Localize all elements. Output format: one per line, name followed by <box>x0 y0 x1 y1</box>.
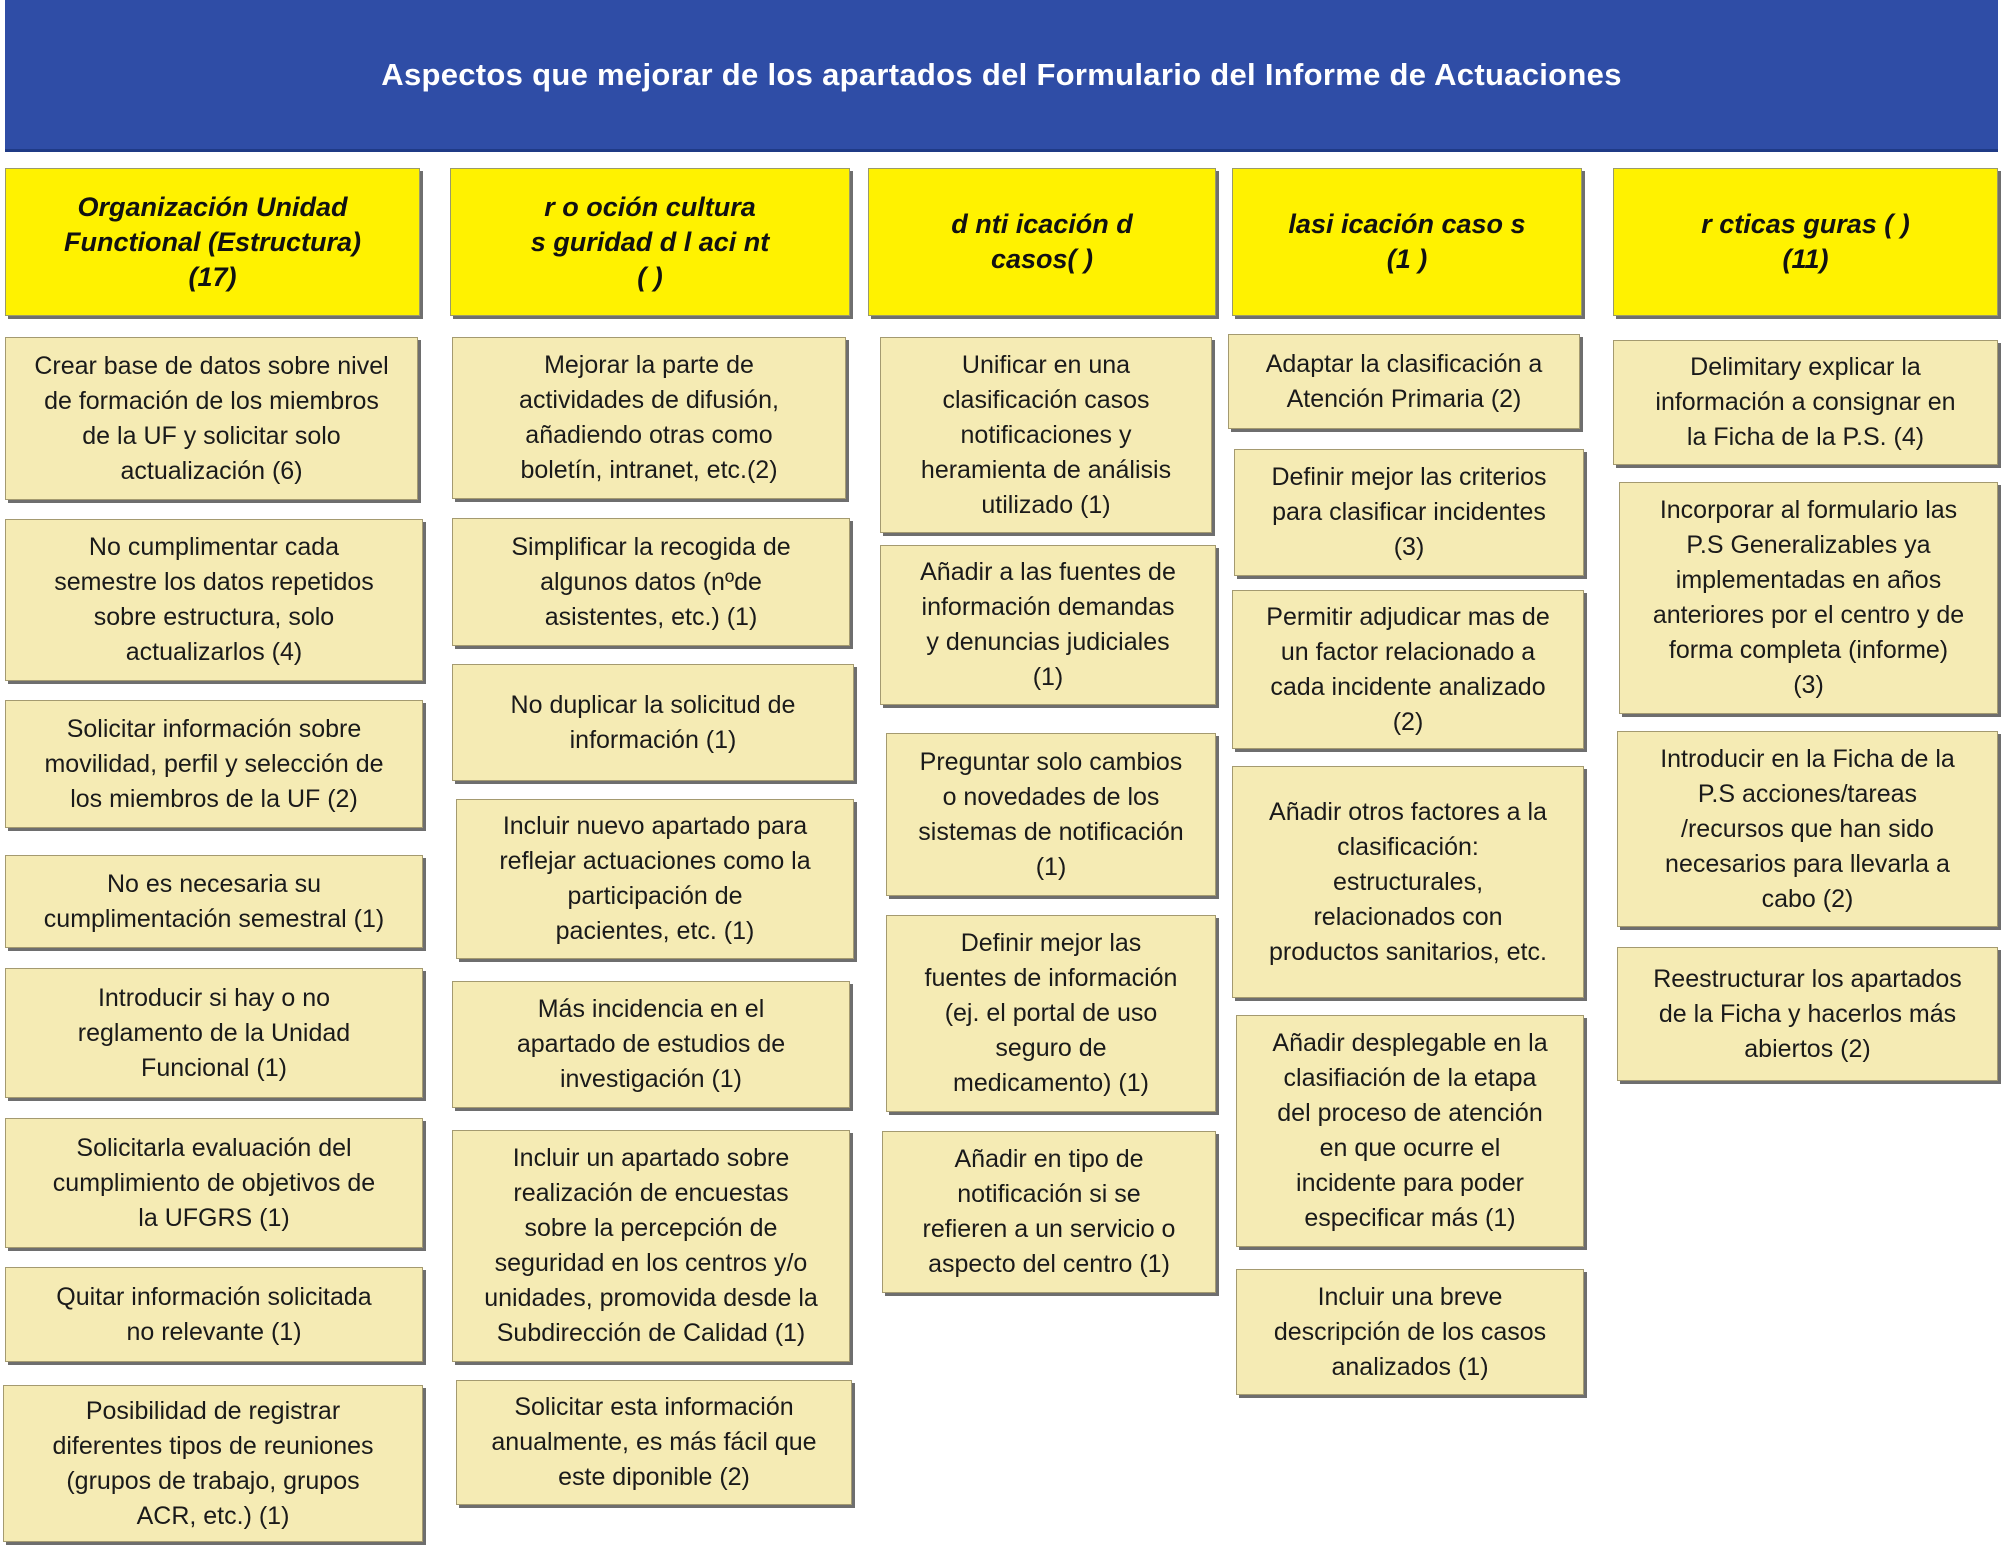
column-3-item <box>886 733 1216 896</box>
column-header-label: Organización Unidad Functional (Estructura) (17) <box>63 191 361 292</box>
item-text: Quitar información solicitada no relevante (1) <box>56 1282 372 1346</box>
item-text: Solicitar esta información anualmente, es más fácil que este diponible (2) <box>491 1393 817 1491</box>
item-text: Permitir adjudicar mas de un factor relacionado a cada incidente analizado (2) <box>1266 602 1550 736</box>
column-header-practicas <box>1613 168 1998 316</box>
column-1-item <box>5 700 423 828</box>
column-2-item <box>452 337 846 499</box>
item-text: Mejorar la parte de actividades de difusión, añadiendo otras como boletín, intranet, etc.(2) <box>519 351 779 484</box>
item-text: Añadir en tipo de notificación si se refieren a un servicio o aspecto del centro (1) <box>922 1145 1176 1278</box>
column-header-promocion <box>450 168 850 316</box>
page-title: Aspectos que mejorar de los apartados del Formulario del Informe de Actuaciones <box>381 56 1622 92</box>
item-text: No es necesaria su cumplimentación semestral (1) <box>43 869 385 933</box>
column-1-item <box>3 1385 423 1542</box>
column-5-item <box>1617 947 1998 1081</box>
item-text: Incorporar al formulario las P.S Generalizables ya implementadas en años anteriores por el centro y de forma completa (informe) (3) <box>1652 496 1965 699</box>
column-1-item <box>5 337 418 500</box>
item-text: No duplicar la solicitud de información (1) <box>510 690 796 754</box>
item-text: Crear base de datos sobre nivel de formación de los miembros de la UF y solicitar solo actualización (6) <box>34 351 389 485</box>
column-3-item <box>880 545 1216 705</box>
column-4-item <box>1232 766 1584 998</box>
item-text: Añadir a las fuentes de información demandas y denuncias judiciales (1) <box>920 558 1176 691</box>
column-2-item <box>452 981 850 1108</box>
column-header-identificacion <box>868 168 1216 316</box>
column-5-item <box>1617 731 1998 927</box>
item-text: Incluir nuevo apartado para reflejar actuaciones como la participación de pacientes, etc. (1) <box>499 812 811 945</box>
item-text: Incluir un apartado sobre realización de encuestas sobre la percepción de seguridad en los centros y/o unidades, promovida desde la Subdirección de Calidad (1) <box>484 1144 818 1347</box>
item-text: Unificar en una clasificación casos notificaciones y heramienta de análisis utilizado (1) <box>920 350 1172 519</box>
column-header-label: r cticas guras ( ) (11) <box>1701 209 1910 274</box>
column-header-label: r o oción cultura s guridad d l aci nt ( ) <box>530 191 770 292</box>
item-text: Solicitarla evaluación del cumplimiento de objetivos de la UFGRS (1) <box>52 1133 376 1232</box>
column-2-item <box>452 664 854 781</box>
column-4-item <box>1236 1269 1584 1395</box>
column-2-item <box>452 518 850 646</box>
column-2-item <box>456 799 854 959</box>
item-text: No cumplimentar cada semestre los datos repetidos sobre estructura, solo actualizarlos (4) <box>54 533 374 666</box>
column-5-item <box>1613 340 1998 465</box>
column-4-item <box>1228 334 1580 429</box>
column-2-item <box>456 1380 852 1505</box>
item-text: Definir mejor las criterios para clasificar incidentes (3) <box>1271 463 1547 561</box>
item-text: Incluir una breve descripción de los casos analizados (1) <box>1273 1282 1547 1381</box>
title-banner <box>5 0 1998 152</box>
column-header-label: d nti icación d casos( ) <box>951 209 1133 274</box>
item-text: Definir mejor las fuentes de información (ej. el portal de uso seguro de medicamento) (1) <box>924 929 1178 1097</box>
item-text: Delimitary explicar la información a consignar en la Ficha de la P.S. (4) <box>1655 353 1956 451</box>
column-1-item <box>5 855 423 948</box>
item-text: Adaptar la clasificación a Atención Primaria (2) <box>1265 349 1543 413</box>
column-header-organizacion <box>5 168 420 316</box>
column-header-label: lasi icación caso s (1 ) <box>1288 209 1526 274</box>
column-5-item <box>1619 482 1998 714</box>
column-1-item <box>5 968 423 1098</box>
column-3-item <box>882 1131 1216 1293</box>
column-4-item <box>1232 590 1584 749</box>
column-4-item <box>1234 449 1584 576</box>
column-3-item <box>880 337 1212 533</box>
column-4-item <box>1236 1015 1584 1247</box>
column-2-item <box>452 1130 850 1362</box>
column-3-item <box>886 915 1216 1112</box>
item-text: Introducir en la Ficha de la P.S acciones/tareas /recursos que han sido necesarios para llevarla a cabo (2) <box>1660 744 1955 913</box>
item-text: Posibilidad de registrar diferentes tipos de reuniones (grupos de trabajo, grupos ACR, etc.) (1) <box>52 1396 374 1530</box>
column-1-item <box>5 1118 423 1248</box>
column-1-item <box>5 519 423 681</box>
item-text: Introducir si hay o no reglamento de la Unidad Funcional (1) <box>77 983 351 1082</box>
column-1-item <box>5 1267 423 1362</box>
item-text: Más incidencia en el apartado de estudios de investigación (1) <box>516 995 786 1093</box>
item-text: Solicitar información sobre movilidad, perfil y selección de los miembros de la UF (2) <box>44 714 384 813</box>
item-text: Reestructurar los apartados de la Ficha y hacerlos más abiertos (2) <box>1653 964 1962 1063</box>
item-text: Añadir otros factores a la clasificación: estructurales, relacionados con productos sanitarios, etc. <box>1269 797 1547 966</box>
item-text: Añadir desplegable en la clasifiación de la etapa del proceso de atención en que ocurre el incidente para poder especificar más (1) <box>1272 1029 1548 1232</box>
column-header-clasificacion <box>1232 168 1582 316</box>
item-text: Preguntar solo cambios o novedades de los sistemas de notificación (1) <box>918 747 1184 881</box>
item-text: Simplificar la recogida de algunos datos (nºde asistentes, etc.) (1) <box>511 532 791 631</box>
